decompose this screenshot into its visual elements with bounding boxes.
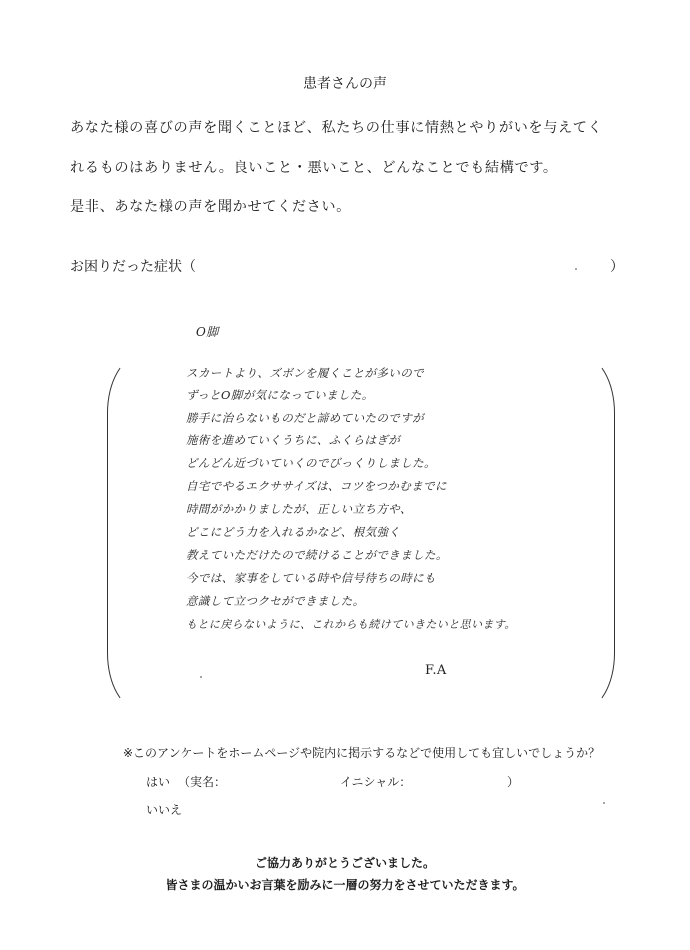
consent-name-label: （実名：: [178, 775, 227, 789]
consent-question: ※このアンケートをホームページや院内に掲示するなどで使用しても宜しいでしょうか？: [123, 746, 601, 760]
handwritten-line: 自宅でやるエクササイズは、コツをつかむまでに: [186, 479, 447, 493]
intro-line-3: 是非、あなた様の声を聞かせてください。: [70, 199, 351, 215]
handwritten-line: ずっとO脚が気になっていました。: [186, 388, 374, 402]
handwritten-line: 勝手に治らないものだと諦めていたのですが: [186, 411, 424, 425]
closing-line-1: ご協力ありがとうございました。: [254, 856, 435, 870]
symptom-label: お困りだった症状（: [70, 259, 196, 275]
consent-no: いいえ: [146, 803, 183, 817]
handwritten-line: 意識して立つクセができました。: [186, 594, 365, 608]
signature: F.A: [425, 663, 447, 678]
handwritten-line: スカートより、ズボンを履くことが多いので: [186, 366, 424, 380]
handwritten-line: 教えていただけたので続けることができました。: [186, 548, 448, 562]
consent-initial-label: イニシャル：: [340, 775, 412, 789]
handwritten-line: もとに戻らないように、これからも続けていきたいと思います。: [186, 618, 516, 631]
closing-line-2: 皆さまの温かいお言葉を励みに一層の努力をさせていただきます。: [165, 878, 525, 892]
handwritten-line: 施術を進めていくうちに、ふくらはぎが: [186, 433, 401, 447]
handwritten-line: どんどん近づいていくのでびっくりしました。: [186, 456, 436, 470]
intro-line-2: れるものはありません。良いこと・悪いこと、どんなことでも結構です。: [70, 160, 558, 176]
handwritten-line: 今では、家事をしている時や信号待ちの時にも: [186, 571, 436, 585]
handwritten-symptom: O脚: [196, 325, 219, 339]
intro-line-1: あなた様の喜びの声を聞くことほど、私たちの仕事に情熱とやりがいを与えてく: [70, 120, 603, 136]
handwritten-line: 時間がかかりましたが、正しい立ち方や、: [186, 502, 412, 516]
symptom-close-paren: ）: [610, 259, 624, 275]
consent-close-paren: ）: [507, 775, 520, 789]
consent-yes: はい: [146, 775, 171, 789]
page-title: 患者さんの声: [303, 76, 387, 92]
handwritten-line: どこにどう力を入れるかなど、根気強く: [186, 525, 401, 539]
